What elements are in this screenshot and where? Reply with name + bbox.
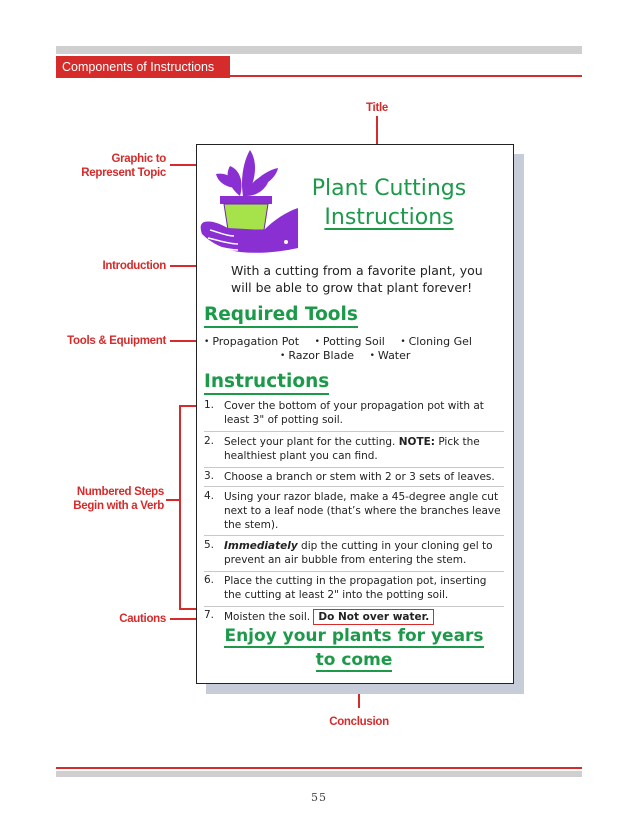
footer-red-rule: [56, 767, 582, 769]
bullet-icon: •: [369, 351, 375, 361]
callout-introduction: Introduction: [102, 260, 166, 272]
step-text-main: Moisten the soil.: [224, 611, 311, 623]
tools-heading: Required Tools: [204, 304, 358, 328]
section-label: Components of Instructions: [56, 56, 230, 78]
intro-line2: will be able to grow that plant forever!: [231, 280, 473, 295]
closing-line1: Enjoy your plants for years: [224, 626, 484, 646]
tools-list-row1: [204, 335, 484, 348]
bullet-icon: •: [280, 351, 286, 361]
callout-graphic-line1: Graphic to: [111, 153, 166, 165]
step-text-rest: dip the cutting in your cloning gel to prevent an air bubble from entering the stem.: [224, 540, 493, 566]
step-number: 7.: [204, 609, 215, 621]
step-text: Using your razor blade, make a 45-degree angle cut next to a leaf node (that’s where the branches leave the stem).: [224, 491, 501, 531]
document-title-line1: Plant Cuttings: [311, 176, 467, 201]
plant-in-hand-icon: [200, 148, 300, 256]
tool-item: Cloning Gel: [408, 335, 472, 348]
document-title: [300, 174, 478, 232]
callout-steps: [56, 485, 164, 513]
callout-tools: Tools & Equipment: [67, 335, 166, 347]
tool-item: Water: [377, 349, 411, 362]
step-number: 1.: [204, 399, 215, 411]
step-text: [224, 539, 504, 567]
callout-cautions: Cautions: [119, 613, 166, 625]
bullet-icon: •: [400, 337, 406, 347]
step-note: NOTE:: [398, 436, 435, 448]
caution-box: Do Not over water.: [313, 609, 434, 625]
callout-conclusion: Conclusion: [329, 716, 389, 728]
step-number: 6.: [204, 574, 215, 586]
callout-graphic: [60, 152, 166, 180]
step-text-a: Select your plant for the cutting.: [224, 436, 396, 448]
tool-item: Propagation Pot: [212, 335, 300, 348]
closing-line2: to come: [315, 650, 393, 670]
list-item: [204, 470, 504, 486]
document-conclusion: [214, 624, 494, 672]
step-text: Place the cutting in the propagation pot, inserting the cutting at least 2" into the potting soil.: [224, 575, 487, 601]
bullet-icon: •: [314, 337, 320, 347]
step-text: [224, 435, 504, 463]
list-item: [204, 574, 504, 604]
step-number: 4.: [204, 490, 215, 502]
tool-item: Razor Blade: [288, 349, 355, 362]
intro-line1: With a cutting from a favorite plant, you: [231, 263, 483, 278]
divider: [204, 606, 504, 607]
step-number: 5.: [204, 539, 215, 551]
step-text: Choose a branch or stem with 2 or 3 sets of leaves.: [224, 471, 495, 483]
divider: [204, 431, 504, 432]
step-number: 2.: [204, 435, 215, 447]
list-item: [204, 399, 504, 429]
callout-title: Title: [366, 102, 388, 114]
instructions-heading: Instructions: [204, 371, 329, 395]
tool-item: Potting Soil: [322, 335, 385, 348]
document-introduction: [231, 262, 493, 296]
list-item: [204, 435, 504, 465]
callout-steps-line1: Numbered Steps: [76, 486, 164, 498]
page-number: 55: [311, 791, 327, 804]
list-item: [204, 490, 504, 534]
bullet-icon: •: [204, 337, 210, 347]
callout-graphic-line2: Represent Topic: [81, 167, 166, 179]
document-title-line2: Instructions: [324, 205, 454, 230]
divider: [204, 467, 504, 468]
list-item: [204, 539, 504, 569]
footer-gray-bar: [56, 771, 582, 777]
divider: [204, 486, 504, 487]
callout-steps-line2: Begin with a Verb: [73, 500, 164, 512]
divider: [204, 571, 504, 572]
tools-list-row2: [280, 349, 422, 362]
step-emphasis: Immediately: [224, 540, 298, 552]
step-text-b: Pick the healthiest plant you can find.: [224, 436, 480, 462]
step-text: [224, 609, 504, 625]
divider: [204, 535, 504, 536]
step-number: 3.: [204, 470, 215, 482]
step-text: Cover the bottom of your propagation pot with at least 3" of potting soil.: [224, 400, 484, 426]
